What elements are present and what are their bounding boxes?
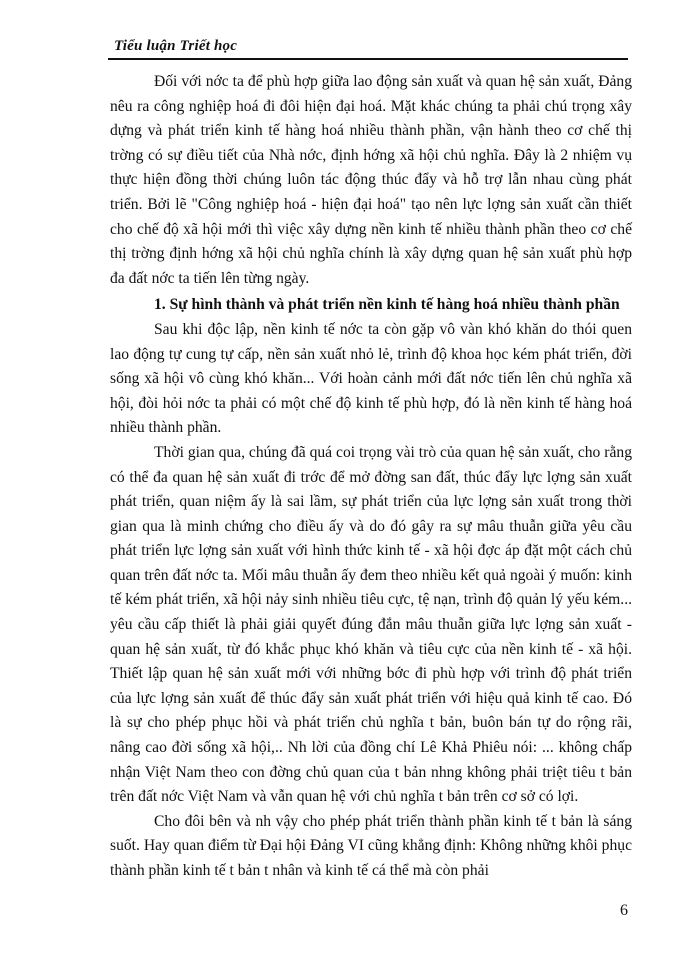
page-number: 6 bbox=[620, 902, 628, 919]
paragraph-continuation: Cho đôi bên và nh vậy cho phép phát triển thành phần kinh tế t bản là sáng suốt. Hay quan điểm từ Đại hội Đảng VI cũng khẳng định: Không những khôi phục thành phần kinh tế t bản t nhân và kinh tế cá thể mà còn phải bbox=[110, 812, 632, 879]
paragraph-past-period: Thời gian qua, chúng đã quá coi trọng vài trò của quan hệ sản xuất, cho rằng có thể đa quan hệ sản xuất đi trớc để mở đờng san đất, thúc đẩy lực lợng sản xuất phát triển, quan niệm ấy là sai lầm, sự phát triển của lực lợng sản xuất trong thời gian qua là minh chứng cho điều ấy và do đó gây ra sự mâu thuẫn giữa yêu cầu phát triển lực lợng sản xuất với hình thức kinh tế - xã hội đợc áp đặt một cách chủ quan trên đất nớc ta. Mối mâu thuẫn ấy đem theo nhiều kết quả ngoài ý muốn: kinh tế kém phát triển, xã hội nảy sinh nhiều tiêu cực, tệ nạn, trình độ quản lý yếu kém... yêu cầu cấp thiết là phải giải quyết đúng đắn mâu thuẫn giữa lực lợng sản xuất - quan hệ sản xuất, từ đó khắc phục khó khăn và tiêu cực của nền kinh tế - xã hội. Thiết lập quan hệ sản xuất mới với những bớc đi phù hợp với trình độ phát triển của lực lợng sản xuất để thúc đẩy sản xuất phát triển với hiệu quả kinh tế cao. Đó là sự cho phép phục hồi và phát triển chủ nghĩa t bản, buôn bán tự do rộng rãi, nâng cao đời sống xã hội,.. Nh lời của đồng chí Lê Khả Phiêu nói: ... không chấp nhận Việt Nam theo con đờng chủ quan của t bản nhng không phải triệt tiêu t bản trên đất nớc Việt Nam và vẫn quan hệ với chủ nghĩa t bản trên cơ sở có lợi. bbox=[110, 443, 632, 806]
section-heading: 1. Sự hình thành và phát triển nền kinh tế hàng hoá nhiều thành phần bbox=[154, 296, 620, 314]
running-header bbox=[108, 36, 628, 60]
paragraph-intro: Đối với nớc ta để phù hợp giữa lao động sản xuất và quan hệ sản xuất, Đảng nêu ra công nghiệp hoá đi đôi hiện đại hoá. Mặt khác chúng ta phải chú trọng xây dựng và phát triển kinh tế hàng hoá nhiều thành phần, vận hành theo cơ chế thị trờng có sự điều tiết của Nhà nớc, định hớng xã hội chủ nghĩa. Đây là 2 nhiệm vụ thực hiện đồng thời chúng luôn tác động thúc đẩy và hỗ trợ lẫn nhau cùng phát triển. Bởi lẽ "Công nghiệp hoá - hiện đại hoá" tạo nên lực lợng sản xuất cần thiết cho chế độ xã hội mới thì việc xây dựng nền kinh tế nhiều thành phần theo cơ chế thị trờng định hớng xã hội chủ nghĩa chính là xây dựng quan hệ sản xuất phù hợp đa đất nớc ta tiến lên từng ngày. bbox=[110, 73, 632, 287]
body-text bbox=[110, 70, 632, 884]
header-title: Tiểu luận Triết học bbox=[114, 38, 238, 54]
paragraph-after-independence: Sau khi độc lập, nền kinh tế nớc ta còn gặp vô vàn khó khăn do thói quen lao động tự cung tự cấp, nền sản xuất nhỏ lẻ, trình độ khoa học kém phát triển, đời sống xã hội vô cùng khó khăn... Với hoàn cảnh mới đất nớc tiến lên chủ nghĩa xã hội, đòi hỏi nớc ta phải có một chế độ kinh tế phù hợp, đó là nền kinh tế hàng hoá nhiều thành phần. bbox=[110, 320, 632, 437]
